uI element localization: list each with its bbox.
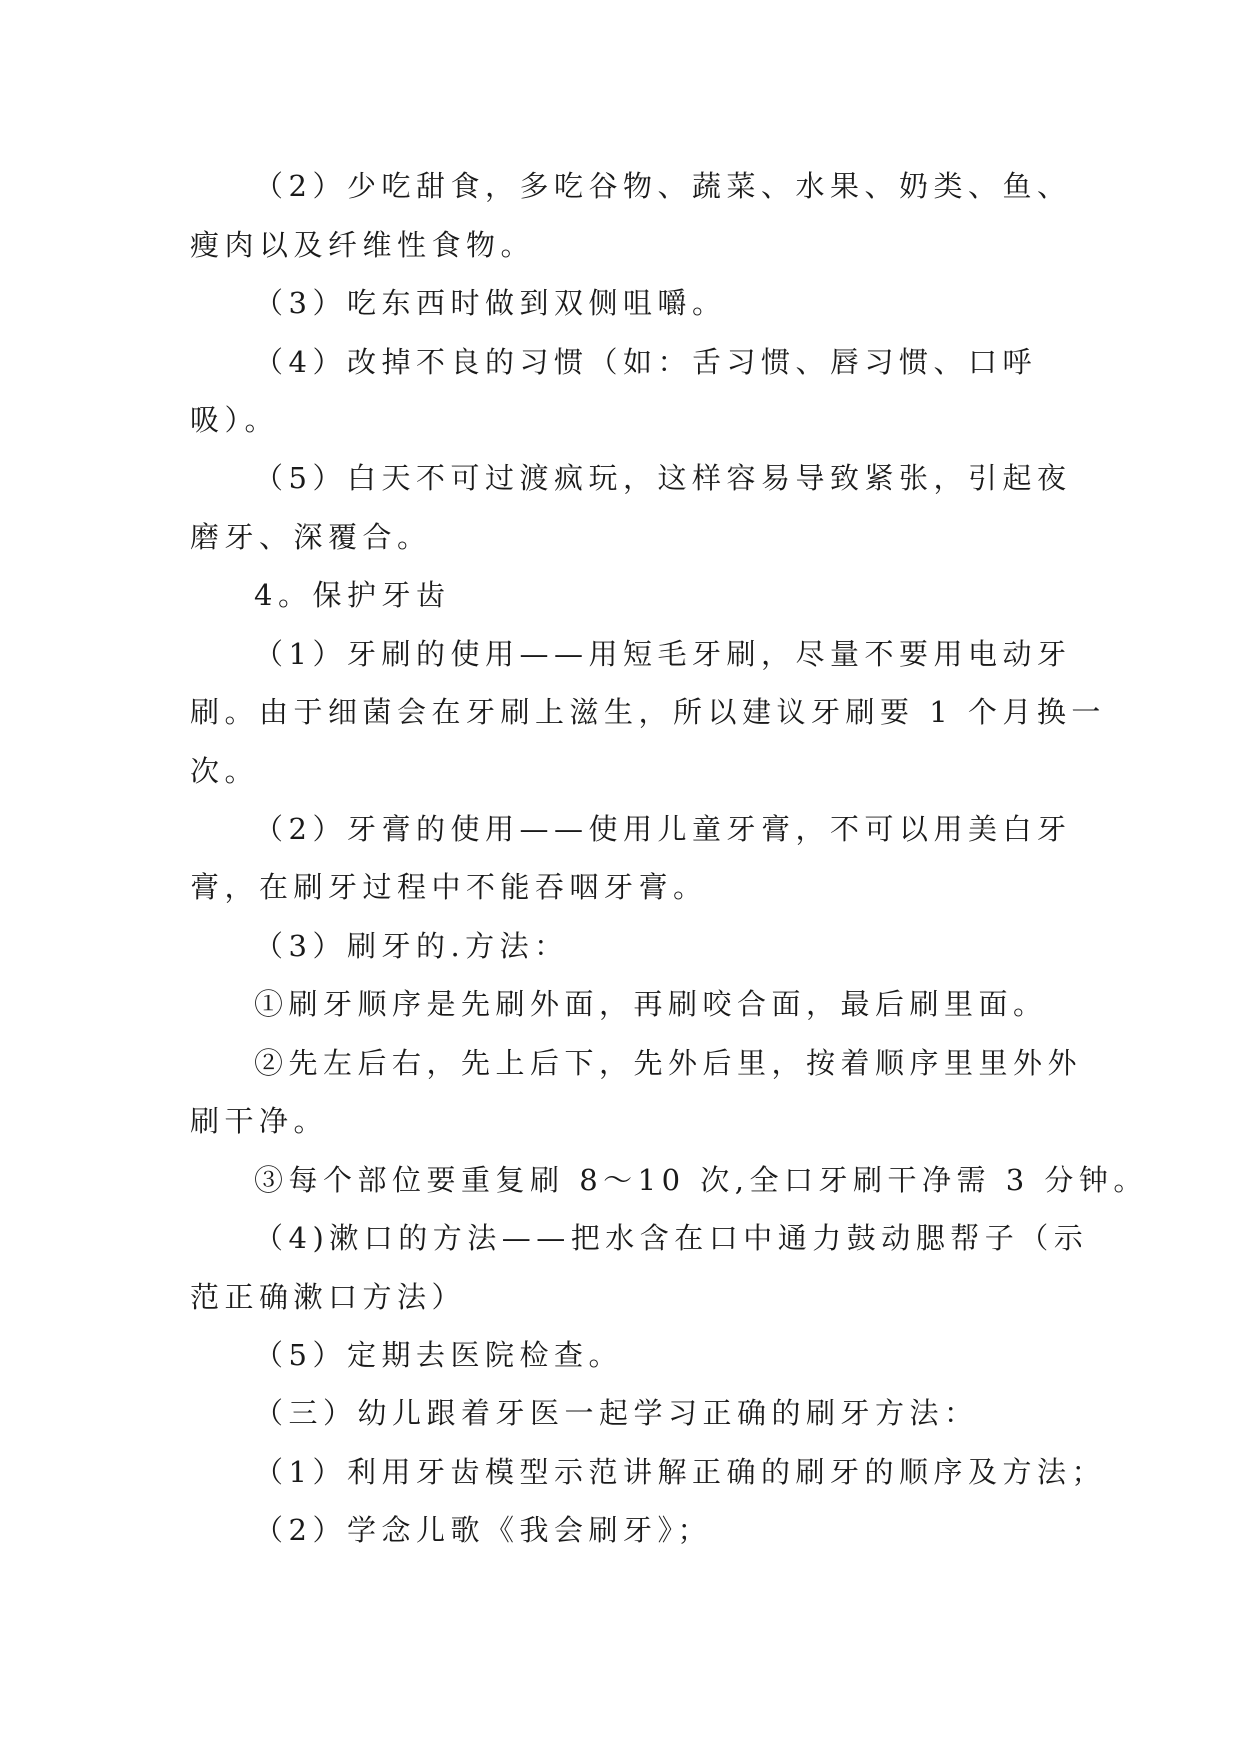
paragraph-line: （1）利用牙齿模型示范讲解正确的刷牙的顺序及方法； <box>254 1455 1106 1489</box>
paragraph-line: （5）白天不可过渡疯玩，这样容易导致紧张，引起夜 <box>254 461 1072 495</box>
paragraph-line: ③每个部位要重复刷 8～10 次,全口牙刷干净需 3 分钟。 <box>254 1163 1148 1197</box>
paragraph-line: （3）刷牙的.方法： <box>254 929 569 963</box>
paragraph-line: 次。 <box>190 754 260 788</box>
paragraph-line: 膏，在刷牙过程中不能吞咽牙膏。 <box>190 870 708 904</box>
paragraph-line: ①刷牙顺序是先刷外面，再刷咬合面，最后刷里面。 <box>254 987 1048 1021</box>
paragraph-line: 磨牙、深覆合。 <box>190 520 432 554</box>
paragraph-line: 范正确漱口方法） <box>190 1280 467 1314</box>
paragraph-line: 刷干净。 <box>190 1104 329 1138</box>
paragraph-line: ②先左后右，先上后下，先外后里，按着顺序里里外外 <box>254 1046 1083 1080</box>
paragraph-line: （5）定期去医院检查。 <box>254 1338 623 1372</box>
paragraph-line: 瘦肉以及纤维性食物。 <box>190 228 536 262</box>
paragraph-line: （4)漱口的方法——把水含在口中通力鼓动腮帮子（示 <box>254 1221 1089 1255</box>
paragraph-line: （2）少吃甜食，多吃谷物、蔬菜、水果、奶类、鱼、 <box>254 169 1072 203</box>
section-heading: 4。保护牙齿 <box>254 578 451 612</box>
paragraph-line: 刷。由于细菌会在牙刷上滋生，所以建议牙刷要 1 个月换一 <box>190 695 1106 729</box>
paragraph-line: （4）改掉不良的习惯（如：舌习惯、唇习惯、口呼 <box>254 345 1037 379</box>
paragraph-line: （三）幼儿跟着牙医一起学习正确的刷牙方法： <box>254 1396 979 1430</box>
paragraph-line: （2）牙膏的使用——使用儿童牙膏，不可以用美白牙 <box>254 812 1072 846</box>
paragraph-line: （1）牙刷的使用——用短毛牙刷，尽量不要用电动牙 <box>254 637 1072 671</box>
paragraph-line: 吸）。 <box>190 403 280 437</box>
paragraph-line: （3）吃东西时做到双侧咀嚼。 <box>254 286 727 320</box>
paragraph-line: （2）学念儿歌《我会刷牙》； <box>254 1513 712 1547</box>
